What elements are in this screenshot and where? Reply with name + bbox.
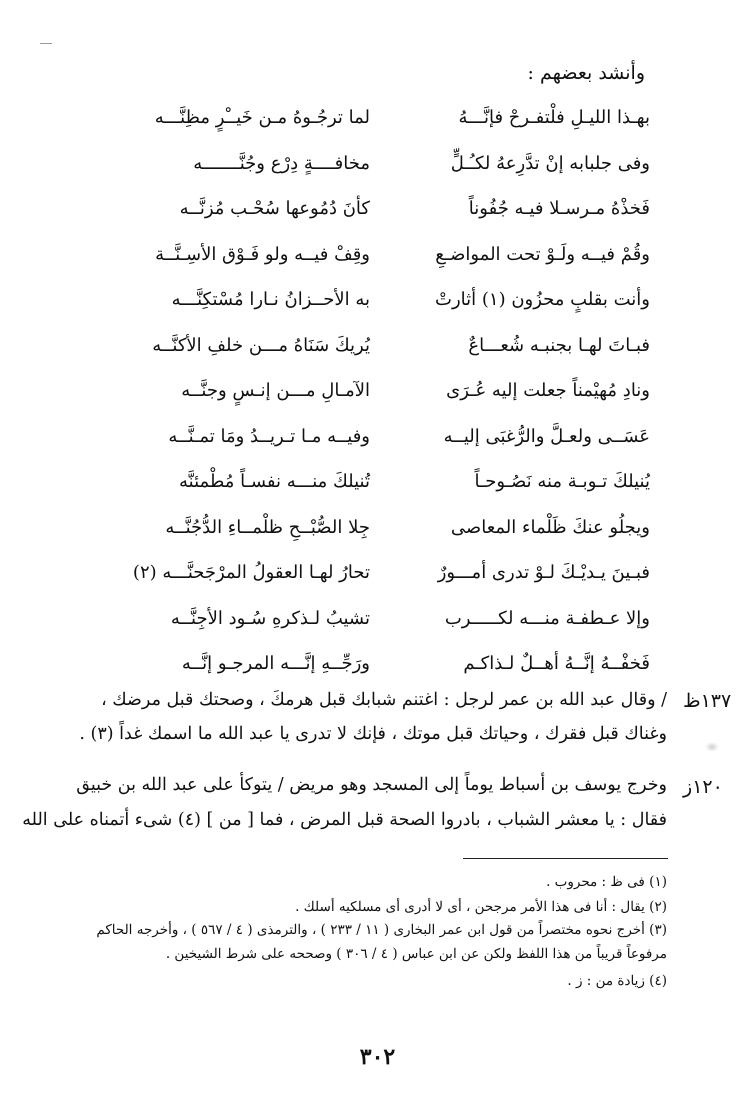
verse-line bbox=[120, 417, 650, 463]
footnote-3-continued: مرفوعاً قريباً من هذا اللفظ ولكن عن ابن عباس ( ٤ / ٣٠٦ ) وصححه على شرط الشيخين . bbox=[165, 946, 667, 962]
verse-second-hemistich: لما ترجُـوهُ مـن خَيــْرٍ مظِنَّـــه bbox=[154, 107, 370, 128]
verse-first-hemistich: ويجلُو عنكَ ظَلْماء المعاصى bbox=[450, 516, 650, 538]
verse-line bbox=[120, 508, 650, 554]
verse-second-hemistich: جِلا الصُّبْــحِ ظلْمــاءِ الدُّجُنَّــه bbox=[165, 516, 370, 538]
verse-first-hemistich: وإلا عـطفـة منـــه لكـــــرب bbox=[444, 607, 650, 629]
corner-mark bbox=[40, 43, 52, 44]
paragraph-120-line-1: وخرج يوسف بن أسباط يوماً إلى المسجد وهو مريض / يتوكأ على عبد الله بن خبيق bbox=[76, 775, 667, 795]
verse-line bbox=[120, 326, 650, 372]
verse-first-hemistich: فَخذْهُ مـرسـلا فيـه جُفُوناً bbox=[468, 198, 650, 219]
paragraph-120-line-2: فقال : يا معشر الشباب ، بادروا الصحة قبل المرض ، فما [ من ] (٤) شىء أتمناه على الله bbox=[22, 810, 667, 830]
margin-reference-137: ١٣٧ظ bbox=[683, 690, 732, 712]
verse-line bbox=[120, 553, 650, 599]
verse-first-hemistich: بهـذا الليـلِ فلْتفـرحْ فإنَّـــهُ bbox=[458, 107, 650, 128]
verse-intro: وأنشد بعضهم : bbox=[527, 62, 645, 84]
verse-second-hemistich: الآمـالِ مـــن إنـسٍ وجنَّــه bbox=[181, 380, 370, 401]
verse-first-hemistich: وفى جلبابه إنْ تدَّرِعهُ لكـُـلٍّ bbox=[450, 152, 650, 174]
footnote-4: (٤) زيادة من : ز . bbox=[567, 973, 667, 989]
verse-line bbox=[120, 189, 650, 235]
verse-first-hemistich: فبـينَ يـديْـكَ لـوْ تدرى أمـــورٌ bbox=[437, 562, 650, 583]
verse-second-hemistich: مخافــــةٍ دِرْع وجُنَّـــــــه bbox=[193, 152, 370, 174]
margin-reference-120: ١٢٠ز bbox=[683, 776, 723, 798]
verse-line bbox=[120, 462, 650, 508]
page-number: ٣٠٢ bbox=[359, 1044, 396, 1070]
verse-second-hemistich: تشيبُ لـذكرهِ سُـود الأجِنَّــه bbox=[170, 607, 370, 629]
footnote-1: (١) فى ظ : محروب . bbox=[546, 874, 667, 890]
verse-line bbox=[120, 371, 650, 417]
verse-first-hemistich: فَخفْــهُ إنَّــهُ أهــلٌ لـذاكـم bbox=[463, 653, 650, 674]
verse-line bbox=[120, 144, 650, 190]
footnote-separator bbox=[463, 858, 668, 859]
verse-second-hemistich: ورَجِّــهِ إنَّـــه المرجـو إنَّــه bbox=[181, 653, 370, 674]
verse-first-hemistich: وقُمْ فيــه ولَـوْ تحت المواضـعِ bbox=[435, 243, 650, 265]
verse-first-hemistich: وأنت بقلبٍ محزُون (١) أثارتْ bbox=[435, 289, 650, 310]
verse-second-hemistich: وفيــه مـا تـريــدُ ومَا تمـنَّــه bbox=[168, 425, 370, 447]
verse-line bbox=[120, 98, 650, 144]
verse-first-hemistich: ونادِ مُهيْمناً جعلت إليه عُـرَى bbox=[446, 380, 650, 401]
verse-first-hemistich: يُنيلكَ تـوبـة منه نَصُـوحـاً bbox=[474, 471, 650, 492]
verse-second-hemistich: يُريكَ سَنَاهُ مـــن خلفِ الأكنَّــه bbox=[152, 334, 370, 356]
verse-second-hemistich: تُنيلكَ منـــه نفسـاً مُطْمئنَّه bbox=[179, 471, 370, 492]
verse-line bbox=[120, 280, 650, 326]
paragraph-137-line-2: وغناك قبل فقرك ، وحياتك قبل موتك ، فإنك لا تدرى يا عبد الله ما اسمك غداً (٣) . bbox=[79, 724, 667, 744]
verse-first-hemistich: عَسَــى ولعـلَّ والرُّغبَى إليــه bbox=[443, 425, 650, 447]
verse-first-hemistich: فبـاتَ لهـا بجنبـه شُعـــاعٌ bbox=[468, 334, 650, 356]
poem bbox=[120, 98, 650, 690]
ink-smudge bbox=[705, 742, 719, 752]
verse-second-hemistich: كأنَ دُمُوعها سُحْـب مُزنَّــه bbox=[179, 198, 370, 219]
verse-second-hemistich: تحارُ لهـا العقولُ المرْجَحنَّـــه (٢) bbox=[132, 562, 370, 583]
verse-line bbox=[120, 235, 650, 281]
paragraph-137-line-1: / وقال عبد الله بن عمر لرجل : اغتنم شبابك قبل هرمكَ ، وصحتك قبل مرضك ، bbox=[101, 690, 667, 710]
verse-second-hemistich: به الأحــزانُ نـارا مُسْتكِنَّـــه bbox=[171, 289, 370, 310]
footnote-2: (٢) يقال : أنا فى هذا الأمر مرجحن ، أى لا أدرى أى مسلكيه أسلك . bbox=[295, 899, 667, 915]
verse-line bbox=[120, 599, 650, 645]
verse-second-hemistich: وقِفْ فيــه ولو فَـوْق الأسِـنَّــة bbox=[155, 243, 370, 265]
footnote-3: (٣) أخرج نحوه مختصراً من قول ابن عمر البخارى ( ١١ / ٢٣٣ ) ، والترمذى ( ٤ / ٥٦٧ ) ، وأخرجه الحاكم bbox=[96, 922, 667, 938]
